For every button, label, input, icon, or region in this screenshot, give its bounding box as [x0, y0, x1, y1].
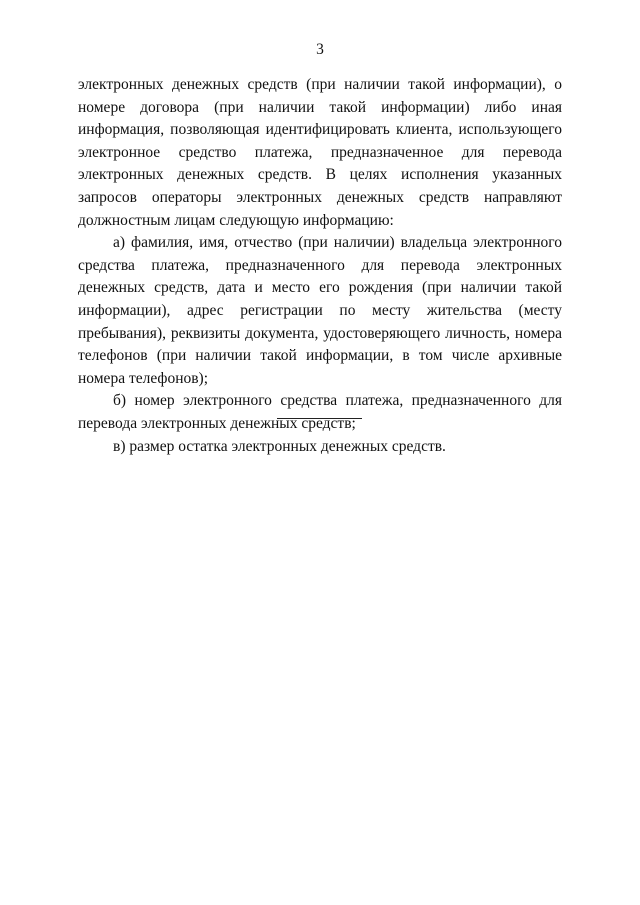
end-divider-line	[277, 418, 362, 419]
paragraph-continuation: электронных денежных средств (при наличии такой информации), о номере договора (при наличии такой информации) либо иная информация, позволяющая идентифицировать клиента, использующего электронное средство платежа, предназначенное для перевода электронных денежных средств. В целях исполнения указанных запросов операторы электронных денежных средств направляют должностным лицам следующую информацию:	[78, 76, 562, 229]
paragraph-item-a: а) фамилия, имя, отчество (при наличии) владельца электронного средства платежа, предназначенного для перевода электронных денежных средств, дата и место его рождения (при наличии такой информации), адрес регистрации по месту жительства (месту пребывания), реквизиты документа, удостоверяющего личность, номера телефонов (при наличии такой информации, в том числе архивные номера телефонов);	[78, 234, 562, 387]
page-number: 3	[316, 41, 324, 58]
paragraph-item-b: б) номер электронного средства платежа, предназначенного для перевода электронных денежных средств;	[78, 392, 562, 432]
paragraph-item-v: в) размер остатка электронных денежных средств.	[113, 437, 446, 455]
document-body	[78, 74, 562, 458]
